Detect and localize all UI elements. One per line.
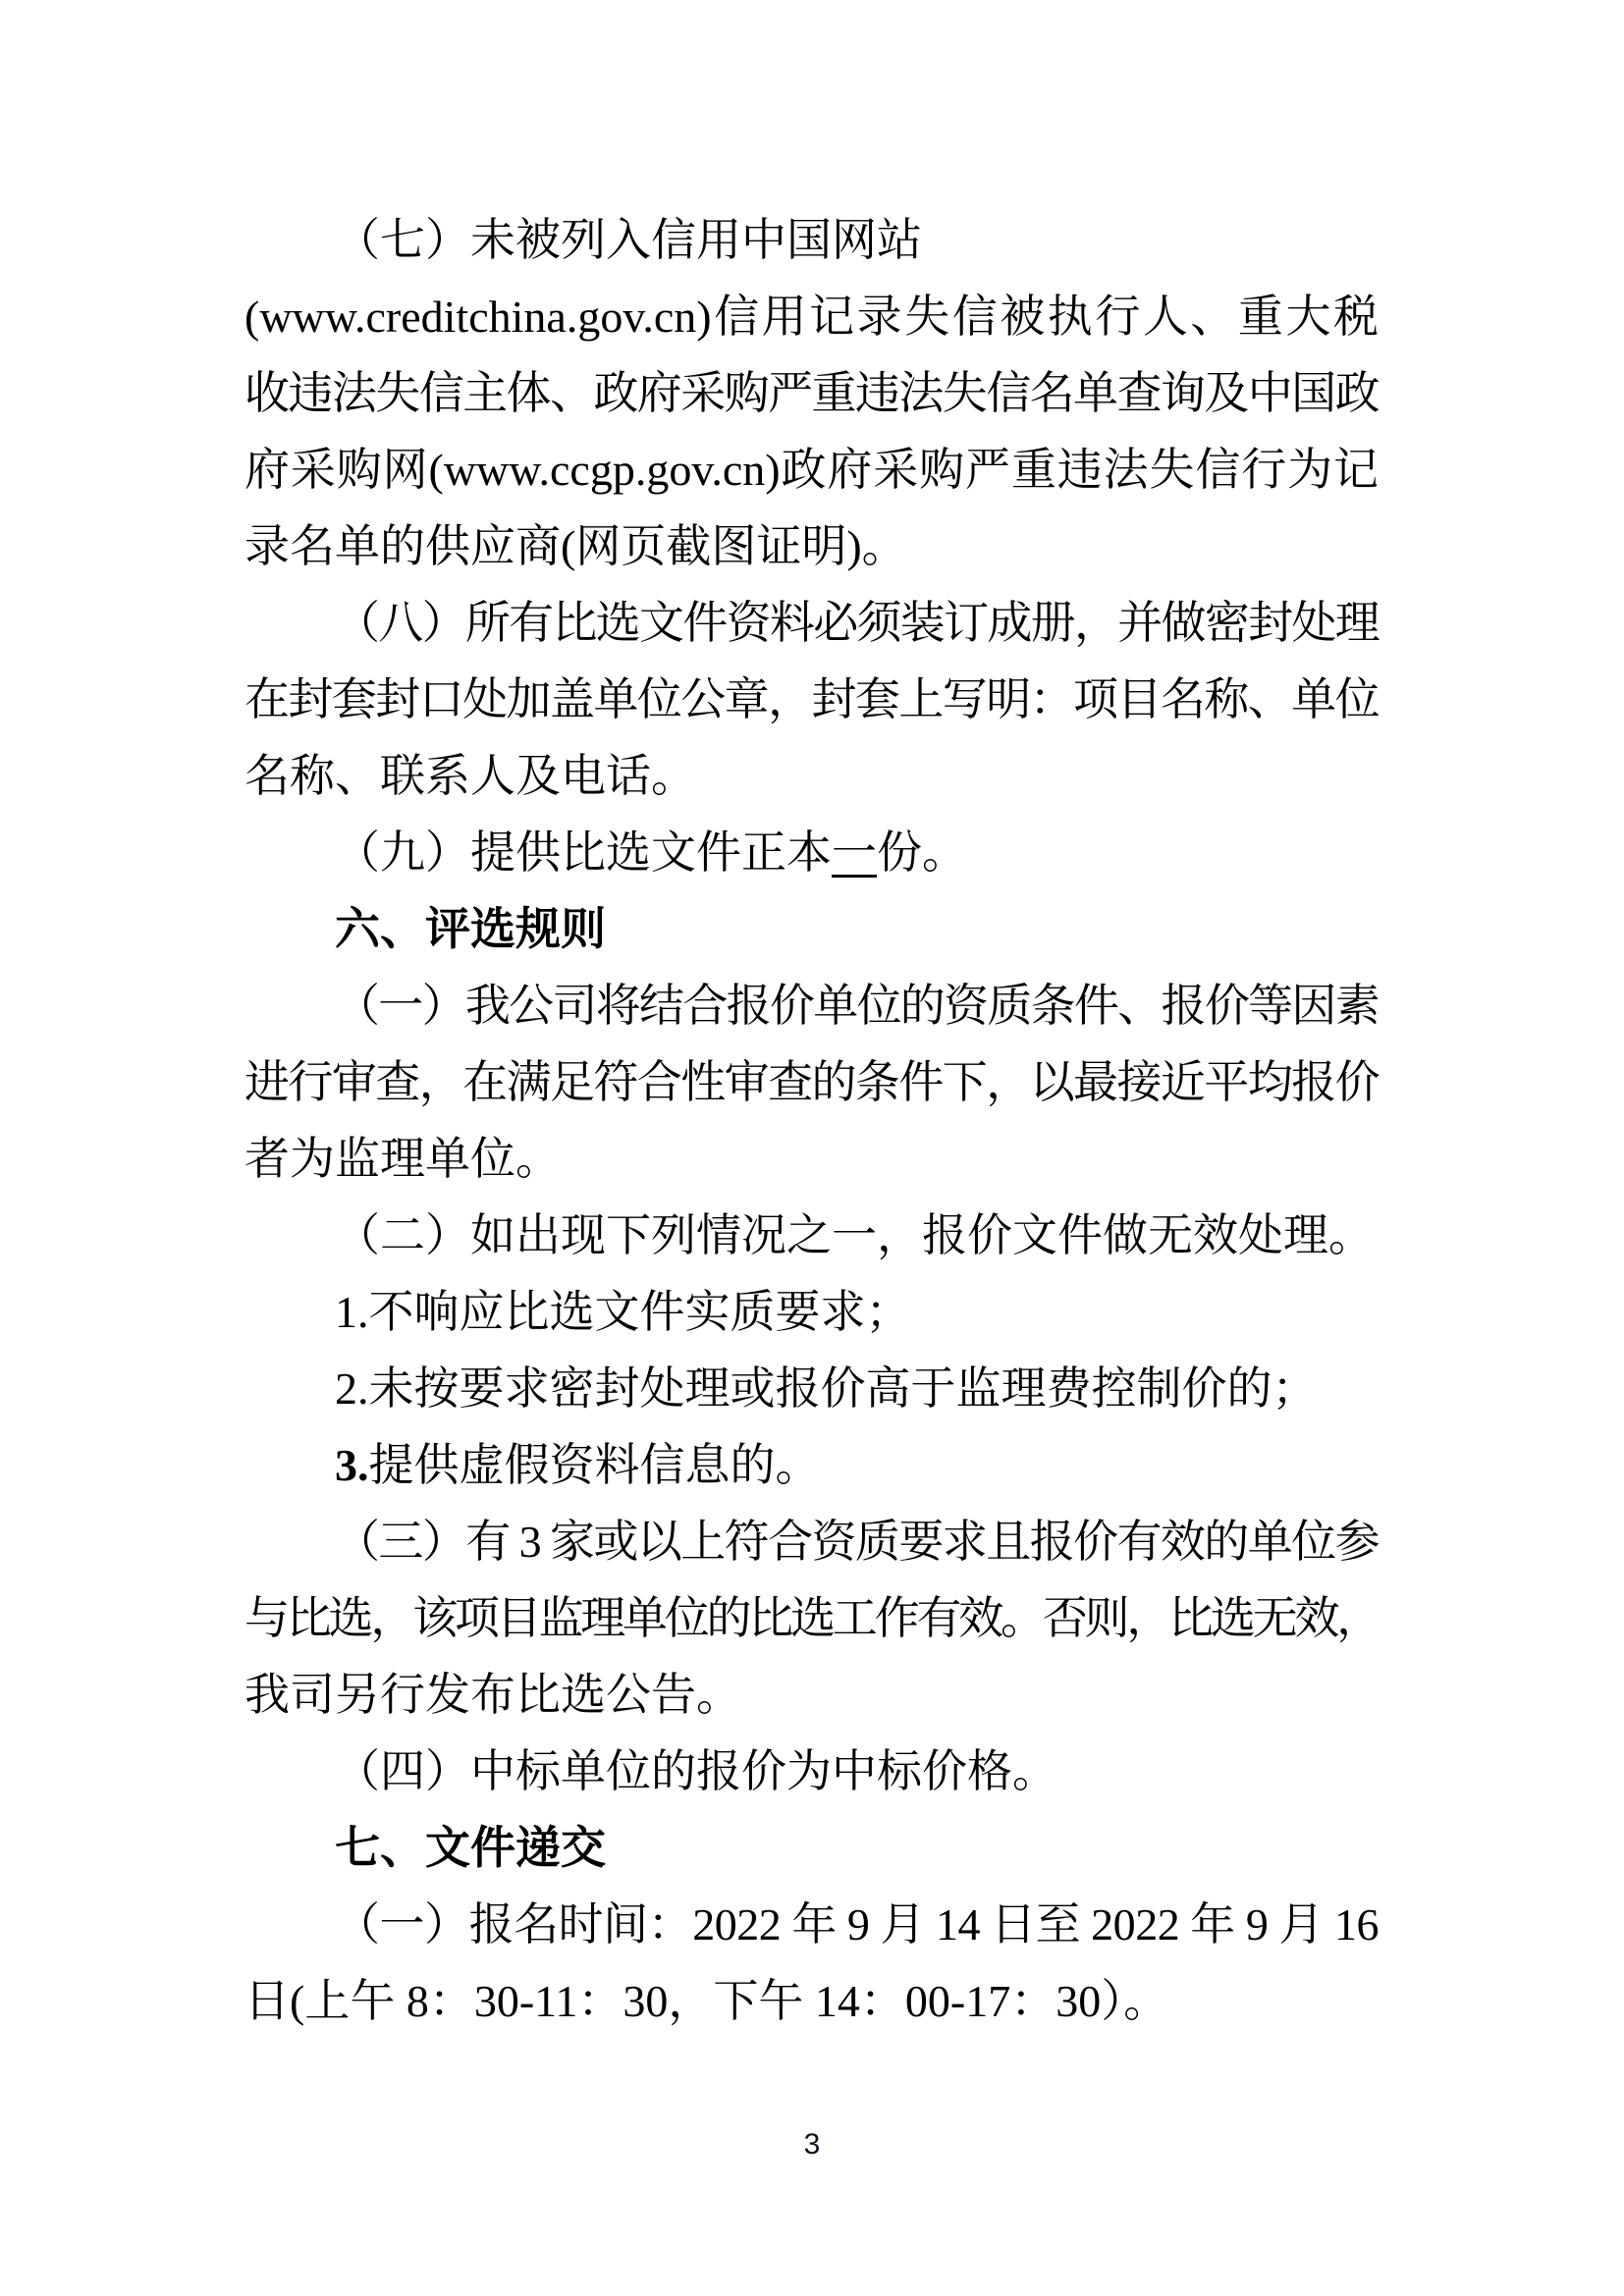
document-line xyxy=(244,355,1379,432)
document-line xyxy=(244,1580,1379,1657)
underlined-text: 一 xyxy=(832,828,877,878)
document-line xyxy=(244,662,1379,738)
document-line xyxy=(244,202,1379,279)
text-segment: （四）中标单位的报价为中标价格。 xyxy=(335,1746,1057,1796)
document-line xyxy=(244,1657,1379,1734)
text-segment: 2.未按要求密封处理或报价高于监理费控制价的； xyxy=(335,1363,1318,1414)
text-segment: 府采购网(www.ccgp.gov.cn)政府采购严重违法失信行为记 xyxy=(244,445,1379,495)
document-line xyxy=(244,1198,1379,1274)
document-line xyxy=(244,891,1379,968)
text-segment: 3. xyxy=(335,1440,369,1490)
document-line xyxy=(244,1734,1379,1810)
document-body xyxy=(244,202,1379,2040)
document-line xyxy=(244,1427,1379,1504)
document-line xyxy=(244,1351,1379,1427)
text-segment: 进行审查，在满足符合性审查的条件下，以最接近平均报价 xyxy=(244,1057,1380,1107)
document-line xyxy=(244,1887,1379,1963)
text-segment: （七）未被列入信用中国网站 xyxy=(335,215,922,265)
document-line xyxy=(244,968,1379,1044)
text-segment: 七、文件递交 xyxy=(335,1823,606,1873)
document-line xyxy=(244,432,1379,508)
document-line xyxy=(244,279,1379,355)
text-segment: （二）如出现下列情况之一，报价文件做无效处理。 xyxy=(335,1210,1374,1260)
document-line xyxy=(244,585,1379,662)
text-segment: 在封套封口处加盖单位公章，封套上写明：项目名称、单位 xyxy=(244,674,1380,724)
document-line xyxy=(244,1810,1379,1887)
text-segment: 1.不响应比选文件实质要求； xyxy=(335,1287,911,1337)
text-segment: 六、评选规则 xyxy=(335,904,606,954)
text-segment: 日(上午 8：30-11：30，下午 14：00-17：30）。 xyxy=(244,1976,1169,2026)
document-line xyxy=(244,1044,1379,1121)
text-segment: 收违法失信主体、政府采购严重违法失信名单查询及中国政 xyxy=(244,368,1380,418)
text-segment: (www.creditchina.gov.cn)信用记录失信被执行人、重大税 xyxy=(244,292,1379,342)
page-number: 3 xyxy=(803,2128,821,2161)
text-segment: （八）所有比选文件资料必须装订成册，并做密封处理 xyxy=(335,598,1380,648)
document-line xyxy=(244,738,1379,815)
text-segment: 录名单的供应商(网页截图证明)。 xyxy=(244,521,907,571)
document-line xyxy=(244,1121,1379,1198)
text-segment: 者为监理单位。 xyxy=(244,1134,561,1184)
text-segment: （九）提供比选文件正本 xyxy=(335,828,832,878)
document-line xyxy=(244,1274,1379,1351)
document-line xyxy=(244,1504,1379,1580)
text-segment: 我司另行发布比选公告。 xyxy=(244,1670,741,1720)
text-segment: 名称、联系人及电话。 xyxy=(244,751,696,801)
text-segment: 与比选，该项目监理单位的比选工作有效。否则，比选无效， xyxy=(244,1593,1380,1643)
text-segment: 份。 xyxy=(877,828,967,878)
document-line xyxy=(244,508,1379,585)
text-segment: （一）报名时间：2022 年 9 月 14 日至 2022 年 9 月 16 xyxy=(335,1899,1380,1949)
text-segment: 提供虚假资料信息的。 xyxy=(368,1440,821,1490)
text-segment: （三）有 3 家或以上符合资质要求且报价有效的单位参 xyxy=(335,1517,1380,1567)
text-segment: （一）我公司将结合报价单位的资质条件、报价等因素 xyxy=(335,981,1380,1031)
document-line xyxy=(244,1963,1379,2040)
document-line xyxy=(244,815,1379,891)
